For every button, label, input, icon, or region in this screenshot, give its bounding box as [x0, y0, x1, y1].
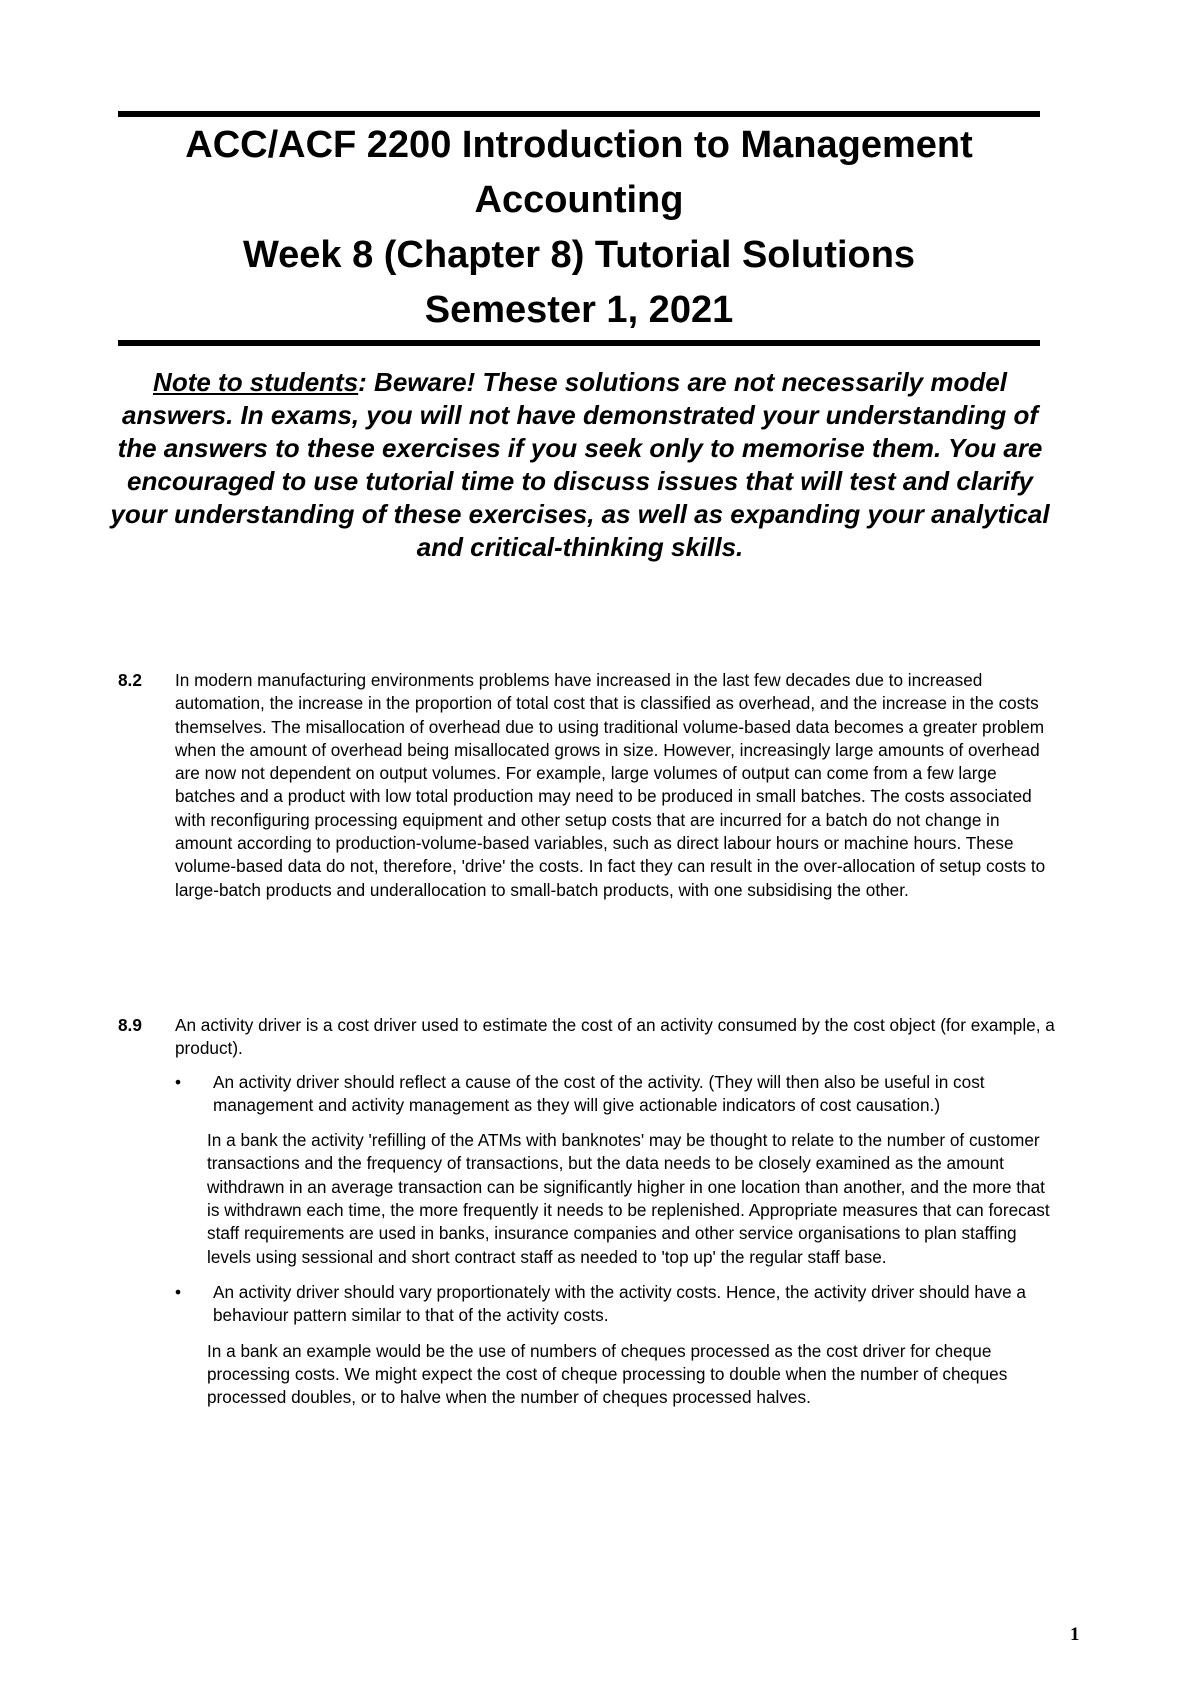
list-item — [175, 1071, 1055, 1118]
bottom-rule — [118, 340, 1040, 346]
solution-8-2 — [118, 669, 1058, 939]
title-line-3: Week 8 (Chapter 8) Tutorial Solutions — [242, 234, 916, 276]
note-text: : Beware! These solutions are not necessarily model answers. In exams, you will not have demonstrated your understanding of the answers to these exercises if you seek only to memorise them. You are encouraged to use tutorial time to discuss issues that will test and clarify your understanding of these exercises, as well as expanding your analytical and critical-thinking skills. — [110, 367, 1050, 562]
question-number: 8.2 — [118, 670, 142, 690]
bullet-example: In a bank an example would be the use of numbers of cheques processed as the cost driver for cheque processing costs. We might expect the cost of cheque processing to double when the number of cheques processed doubles, or to halve when the number of cheques processed halves. — [207, 1340, 1008, 1408]
top-rule — [118, 111, 1040, 117]
solution-intro: An activity driver is a cost driver used to estimate the cost of an activity consumed by the cost object (for example, a product). — [175, 1015, 1055, 1059]
title-line-2: Accounting — [474, 179, 684, 221]
note-to-students — [110, 366, 1050, 564]
bullet-text: An activity driver should reflect a cause of the cost of the activity. (They will then also be useful in cost management and activity management as they will give actionable indicators of cost causation.) — [213, 1071, 985, 1115]
solution-body — [175, 669, 1055, 902]
title-line-1: ACC/ACF 2200 Introduction to Management — [185, 124, 973, 166]
bullet-example: In a bank the activity 'refilling of the ATMs with banknotes' may be thought to relate to the number of customer transactions and the frequency of transactions, but the data needs to be closely examined as the amount withdrawn in an average transaction can be significantly higher in one location than another, and the more that is withdrawn each time, the more frequently it needs to be replenished. Appropriate measures that can forecast staff requirements are used in banks, insurance companies and other service organisations to plan staffing levels using sessional and short contract staff as needed to 'top up' the regular staff base. — [207, 1130, 1050, 1267]
solution-body — [175, 1014, 1055, 1409]
title-line-4: Semester 1, 2021 — [424, 289, 734, 331]
bullet-marker: • — [175, 1281, 182, 1302]
list-item — [175, 1281, 1055, 1328]
page-number: 1 — [1070, 1624, 1080, 1645]
question-number: 8.9 — [118, 1015, 142, 1035]
solution-text: In modern manufacturing environments problems have increased in the last few decades due to increased automation, the increase in the proportion of total cost that is classified as overhead, and the increase in the costs themselves. The misallocation of overhead due to using traditional volume-based data becomes a greater problem when the amount of overhead being misallocated grows in size. However, increasingly large amounts of overhead are now not dependent on output volumes. For example, large volumes of output can come from a few large batches and a product with low total production may need to be produced in small batches. The costs associated with reconfiguring processing equipment and other setup costs that are incurred for a batch do not change in amount according to production-volume-based variables, such as direct labour hours or machine hours. These volume-based data do not, therefore, 'drive' the costs. In fact they can result in the over-allocation of setup costs to large-batch products and underallocation to small-batch products, with one subsidising the other. — [175, 670, 1046, 900]
document-title — [118, 118, 1040, 338]
solution-8-9 — [118, 1014, 1058, 1514]
note-label: Note to students — [153, 367, 359, 397]
bullet-marker: • — [175, 1071, 182, 1092]
bullet-text: An activity driver should vary proportionately with the activity costs. Hence, the activity driver should have a behaviour pattern similar to that of the activity costs. — [213, 1281, 1026, 1326]
